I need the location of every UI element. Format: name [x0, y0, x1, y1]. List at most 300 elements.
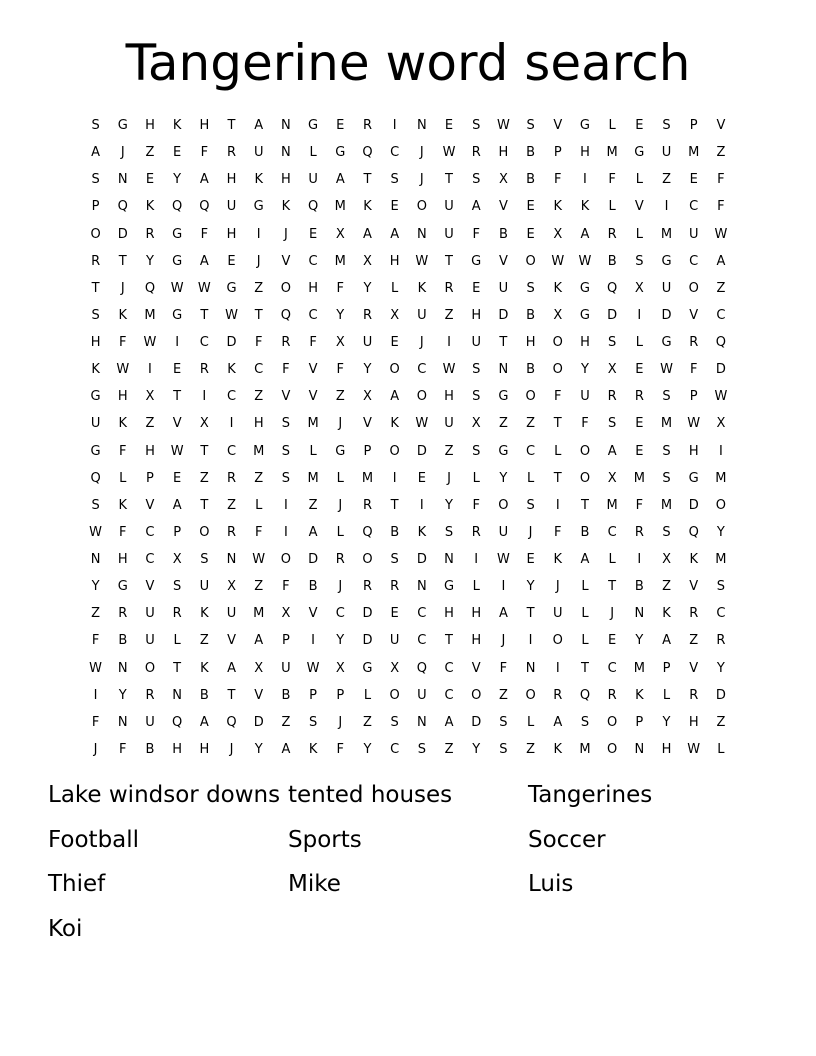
- grid-letter[interactable]: J: [447, 470, 451, 486]
- grid-letter[interactable]: V: [689, 579, 699, 595]
- grid-letter[interactable]: O: [525, 389, 536, 405]
- grid-letter[interactable]: W: [714, 226, 728, 242]
- grid-letter[interactable]: O: [607, 741, 618, 757]
- grid-letter[interactable]: C: [226, 389, 237, 405]
- grid-letter[interactable]: S: [499, 714, 508, 730]
- grid-letter[interactable]: O: [525, 253, 536, 269]
- grid-letter[interactable]: A: [580, 226, 590, 242]
- grid-letter[interactable]: C: [417, 633, 427, 649]
- grid-letter[interactable]: W: [578, 253, 592, 269]
- grid-letter[interactable]: V: [145, 579, 155, 595]
- grid-letter[interactable]: Q: [362, 524, 373, 540]
- grid-letter[interactable]: D: [498, 307, 509, 323]
- grid-letter[interactable]: S: [91, 172, 100, 188]
- grid-letter[interactable]: O: [389, 443, 400, 459]
- grid-letter[interactable]: U: [417, 307, 427, 323]
- grid-letter[interactable]: R: [227, 470, 237, 486]
- grid-letter[interactable]: A: [308, 524, 318, 540]
- grid-letter[interactable]: D: [308, 552, 319, 567]
- grid-letter[interactable]: Q: [416, 660, 427, 676]
- grid-letter[interactable]: M: [688, 145, 700, 161]
- grid-letter[interactable]: W: [225, 307, 238, 323]
- grid-letter[interactable]: R: [362, 579, 372, 595]
- grid-letter[interactable]: F: [119, 443, 127, 459]
- grid-letter[interactable]: N: [634, 606, 645, 622]
- grid-letter[interactable]: G: [443, 579, 455, 595]
- grid-letter[interactable]: E: [173, 145, 182, 161]
- grid-letter[interactable]: F: [254, 524, 263, 540]
- grid-letter[interactable]: X: [227, 579, 236, 595]
- grid-letter[interactable]: A: [172, 497, 182, 513]
- grid-letter[interactable]: I: [555, 660, 560, 676]
- grid-letter[interactable]: X: [199, 416, 209, 432]
- grid-letter[interactable]: Z: [689, 633, 699, 649]
- grid-letter[interactable]: H: [253, 416, 264, 432]
- grid-letter[interactable]: R: [689, 687, 699, 703]
- grid-letter[interactable]: W: [714, 389, 728, 405]
- grid-letter[interactable]: V: [281, 253, 291, 269]
- grid-letter[interactable]: I: [555, 497, 560, 513]
- grid-letter[interactable]: Z: [526, 416, 536, 432]
- grid-letter[interactable]: L: [309, 443, 317, 459]
- grid-letter[interactable]: F: [608, 172, 616, 188]
- grid-letter[interactable]: K: [553, 199, 563, 215]
- grid-letter[interactable]: R: [118, 606, 128, 622]
- grid-letter[interactable]: R: [716, 633, 726, 649]
- grid-letter[interactable]: L: [391, 280, 399, 296]
- grid-letter[interactable]: I: [256, 226, 261, 242]
- grid-letter[interactable]: T: [553, 416, 562, 432]
- grid-letter[interactable]: V: [308, 606, 318, 622]
- grid-letter[interactable]: K: [281, 199, 291, 215]
- grid-letter[interactable]: M: [361, 470, 374, 486]
- grid-letter[interactable]: W: [442, 145, 456, 161]
- grid-letter[interactable]: V: [498, 253, 508, 269]
- grid-letter[interactable]: G: [579, 280, 590, 296]
- grid-letter[interactable]: F: [581, 416, 589, 432]
- grid-letter[interactable]: A: [390, 226, 400, 242]
- grid-letter[interactable]: P: [309, 687, 318, 703]
- grid-letter[interactable]: B: [526, 172, 536, 188]
- grid-letter[interactable]: P: [91, 199, 100, 215]
- grid-letter[interactable]: S: [472, 389, 481, 405]
- grid-letter[interactable]: T: [227, 687, 236, 703]
- grid-letter[interactable]: I: [311, 633, 316, 649]
- grid-letter[interactable]: K: [200, 660, 209, 676]
- grid-letter[interactable]: X: [363, 253, 372, 269]
- grid-letter[interactable]: A: [254, 633, 264, 649]
- grid-letter[interactable]: T: [173, 660, 182, 676]
- grid-letter[interactable]: Z: [444, 443, 454, 459]
- grid-letter[interactable]: C: [145, 524, 155, 540]
- grid-letter[interactable]: L: [608, 118, 616, 133]
- grid-letter[interactable]: E: [417, 470, 426, 486]
- grid-letter[interactable]: S: [526, 497, 535, 513]
- grid-letter[interactable]: D: [661, 307, 672, 323]
- grid-letter[interactable]: B: [607, 253, 617, 269]
- grid-letter[interactable]: R: [390, 579, 400, 595]
- grid-letter[interactable]: V: [716, 118, 726, 133]
- grid-letter[interactable]: R: [91, 253, 101, 269]
- grid-letter[interactable]: B: [526, 362, 536, 378]
- grid-letter[interactable]: H: [444, 606, 454, 622]
- grid-letter[interactable]: I: [175, 335, 180, 350]
- grid-letter[interactable]: R: [471, 524, 481, 540]
- grid-letter[interactable]: S: [281, 443, 291, 459]
- grid-letter[interactable]: A: [471, 199, 481, 215]
- grid-letter[interactable]: F: [119, 524, 127, 540]
- grid-letter[interactable]: Z: [199, 470, 209, 486]
- grid-letter[interactable]: G: [172, 253, 183, 269]
- grid-letter[interactable]: F: [200, 226, 209, 242]
- grid-letter[interactable]: W: [143, 335, 157, 350]
- grid-letter[interactable]: C: [526, 443, 536, 459]
- grid-letter[interactable]: U: [145, 633, 155, 649]
- grid-letter[interactable]: X: [335, 226, 345, 242]
- grid-letter[interactable]: J: [338, 416, 343, 432]
- grid-letter[interactable]: U: [444, 416, 454, 432]
- grid-letter[interactable]: M: [633, 470, 645, 486]
- grid-letter[interactable]: Y: [254, 741, 263, 757]
- grid-letter[interactable]: U: [281, 660, 291, 676]
- grid-letter[interactable]: V: [308, 362, 318, 378]
- grid-letter[interactable]: V: [689, 307, 699, 323]
- grid-letter[interactable]: H: [471, 307, 482, 323]
- grid-letter[interactable]: V: [308, 389, 318, 405]
- grid-letter[interactable]: R: [172, 606, 182, 622]
- grid-letter[interactable]: K: [390, 416, 399, 432]
- grid-letter[interactable]: T: [200, 497, 209, 513]
- grid-letter[interactable]: P: [689, 389, 698, 405]
- grid-letter[interactable]: O: [498, 497, 509, 513]
- grid-letter[interactable]: O: [552, 633, 563, 649]
- grid-letter[interactable]: K: [553, 280, 563, 296]
- grid-letter[interactable]: M: [334, 253, 346, 269]
- grid-letter[interactable]: T: [91, 280, 100, 296]
- grid-letter[interactable]: V: [363, 416, 372, 432]
- grid-letter[interactable]: O: [552, 335, 563, 350]
- grid-letter[interactable]: I: [283, 524, 288, 540]
- grid-letter[interactable]: X: [607, 362, 617, 378]
- grid-letter[interactable]: D: [117, 226, 128, 242]
- grid-letter[interactable]: A: [553, 714, 563, 730]
- grid-letter[interactable]: G: [661, 335, 672, 350]
- grid-letter[interactable]: H: [281, 172, 291, 188]
- grid-letter[interactable]: Q: [362, 145, 373, 161]
- grid-letter[interactable]: A: [363, 226, 372, 242]
- grid-letter[interactable]: I: [637, 552, 642, 567]
- grid-letter[interactable]: C: [308, 307, 318, 323]
- grid-letter[interactable]: V: [471, 660, 481, 676]
- grid-letter[interactable]: G: [579, 307, 590, 323]
- grid-letter[interactable]: H: [471, 633, 482, 649]
- grid-letter[interactable]: I: [283, 497, 288, 513]
- grid-letter[interactable]: K: [118, 416, 128, 432]
- grid-letter[interactable]: E: [308, 226, 318, 242]
- grid-letter[interactable]: Q: [144, 280, 156, 296]
- grid-letter[interactable]: J: [419, 335, 424, 350]
- grid-letter[interactable]: X: [662, 552, 671, 567]
- grid-letter[interactable]: L: [472, 579, 480, 595]
- grid-letter[interactable]: S: [662, 118, 671, 133]
- grid-letter[interactable]: A: [227, 660, 236, 676]
- grid-letter[interactable]: N: [117, 172, 128, 188]
- grid-letter[interactable]: K: [254, 172, 263, 188]
- grid-letter[interactable]: I: [637, 307, 642, 323]
- grid-letter[interactable]: F: [717, 172, 725, 188]
- grid-letter[interactable]: I: [718, 443, 723, 459]
- grid-letter[interactable]: I: [528, 633, 533, 649]
- grid-letter[interactable]: T: [553, 470, 562, 486]
- grid-letter[interactable]: W: [415, 253, 429, 269]
- grid-letter[interactable]: C: [444, 687, 454, 703]
- grid-letter[interactable]: E: [635, 416, 644, 432]
- grid-letter[interactable]: E: [472, 280, 481, 296]
- grid-letter[interactable]: M: [253, 443, 265, 459]
- grid-letter[interactable]: C: [390, 145, 400, 161]
- grid-letter[interactable]: O: [471, 687, 482, 703]
- grid-letter[interactable]: N: [117, 660, 128, 676]
- grid-letter[interactable]: R: [362, 497, 372, 513]
- grid-letter[interactable]: W: [660, 362, 673, 378]
- grid-letter[interactable]: D: [362, 633, 373, 649]
- grid-letter[interactable]: N: [117, 714, 128, 730]
- grid-letter[interactable]: E: [635, 118, 644, 133]
- grid-letter[interactable]: Z: [498, 687, 508, 703]
- grid-letter[interactable]: Y: [716, 660, 725, 676]
- grid-letter[interactable]: G: [117, 118, 128, 133]
- grid-letter[interactable]: K: [145, 199, 155, 215]
- grid-letter[interactable]: J: [555, 579, 560, 595]
- grid-letter[interactable]: S: [308, 714, 318, 730]
- grid-letter[interactable]: Q: [607, 280, 618, 296]
- grid-letter[interactable]: E: [444, 118, 454, 133]
- grid-letter[interactable]: S: [173, 579, 182, 595]
- grid-letter[interactable]: D: [416, 552, 427, 567]
- grid-letter[interactable]: D: [253, 714, 264, 730]
- grid-letter[interactable]: C: [145, 552, 155, 567]
- grid-letter[interactable]: J: [338, 579, 343, 595]
- grid-letter[interactable]: Y: [662, 714, 671, 730]
- grid-letter[interactable]: Z: [526, 741, 536, 757]
- grid-letter[interactable]: L: [336, 524, 344, 540]
- grid-letter[interactable]: Y: [118, 687, 127, 703]
- grid-letter[interactable]: K: [553, 741, 563, 757]
- grid-letter[interactable]: H: [226, 226, 237, 242]
- grid-letter[interactable]: O: [280, 280, 292, 296]
- grid-letter[interactable]: J: [256, 253, 261, 269]
- grid-letter[interactable]: E: [227, 253, 236, 269]
- grid-letter[interactable]: X: [390, 307, 400, 323]
- grid-letter[interactable]: Z: [716, 145, 726, 161]
- grid-letter[interactable]: S: [662, 389, 671, 405]
- grid-letter[interactable]: J: [610, 606, 615, 622]
- grid-letter[interactable]: S: [580, 714, 590, 730]
- grid-letter[interactable]: U: [553, 606, 563, 622]
- grid-letter[interactable]: Z: [716, 714, 726, 730]
- grid-letter[interactable]: Y: [363, 741, 372, 757]
- grid-letter[interactable]: G: [498, 389, 509, 405]
- grid-letter[interactable]: B: [308, 579, 318, 595]
- grid-letter[interactable]: X: [716, 416, 726, 432]
- grid-letter[interactable]: G: [117, 579, 128, 595]
- grid-letter[interactable]: L: [363, 687, 372, 703]
- grid-letter[interactable]: C: [308, 253, 318, 269]
- grid-letter[interactable]: B: [526, 145, 536, 161]
- grid-letter[interactable]: D: [471, 714, 482, 730]
- grid-letter[interactable]: X: [254, 660, 264, 676]
- grid-letter[interactable]: E: [689, 172, 698, 188]
- grid-letter[interactable]: S: [444, 524, 454, 540]
- grid-letter[interactable]: J: [338, 497, 343, 513]
- grid-letter[interactable]: D: [416, 443, 427, 459]
- grid-letter[interactable]: U: [145, 714, 155, 730]
- grid-letter[interactable]: N: [226, 552, 237, 567]
- grid-letter[interactable]: U: [253, 145, 264, 161]
- grid-letter[interactable]: F: [282, 579, 290, 595]
- grid-letter[interactable]: F: [336, 362, 345, 378]
- grid-letter[interactable]: M: [606, 145, 618, 161]
- grid-letter[interactable]: A: [607, 443, 617, 459]
- grid-letter[interactable]: Z: [363, 714, 372, 730]
- grid-letter[interactable]: Z: [254, 579, 264, 595]
- grid-letter[interactable]: H: [145, 443, 155, 459]
- grid-letter[interactable]: X: [335, 335, 345, 350]
- grid-letter[interactable]: G: [579, 118, 590, 133]
- grid-letter[interactable]: I: [664, 199, 669, 215]
- grid-letter[interactable]: O: [715, 497, 727, 513]
- grid-letter[interactable]: O: [416, 389, 427, 405]
- grid-letter[interactable]: X: [390, 660, 400, 676]
- grid-letter[interactable]: W: [306, 660, 320, 676]
- grid-letter[interactable]: X: [607, 470, 617, 486]
- grid-letter[interactable]: C: [335, 606, 345, 622]
- grid-letter[interactable]: N: [416, 714, 427, 730]
- grid-letter[interactable]: B: [145, 741, 155, 757]
- grid-letter[interactable]: X: [553, 307, 563, 323]
- grid-letter[interactable]: U: [389, 633, 400, 649]
- grid-letter[interactable]: P: [336, 687, 345, 703]
- grid-letter[interactable]: T: [254, 307, 263, 323]
- grid-letter[interactable]: K: [172, 118, 182, 133]
- grid-letter[interactable]: V: [281, 389, 291, 405]
- grid-letter[interactable]: M: [715, 552, 727, 567]
- grid-letter[interactable]: E: [635, 362, 644, 378]
- grid-letter[interactable]: S: [472, 443, 481, 459]
- grid-letter[interactable]: Y: [499, 470, 508, 486]
- grid-letter[interactable]: A: [390, 389, 400, 405]
- grid-letter[interactable]: M: [144, 307, 156, 323]
- grid-letter[interactable]: U: [362, 335, 373, 350]
- grid-letter[interactable]: W: [442, 362, 456, 378]
- grid-letter[interactable]: N: [498, 362, 509, 378]
- grid-letter[interactable]: C: [390, 741, 400, 757]
- grid-letter[interactable]: T: [118, 253, 127, 269]
- grid-letter[interactable]: I: [148, 362, 152, 378]
- grid-letter[interactable]: R: [607, 389, 617, 405]
- grid-letter[interactable]: T: [173, 389, 182, 405]
- grid-letter[interactable]: Z: [254, 470, 264, 486]
- grid-letter[interactable]: E: [390, 335, 399, 350]
- grid-letter[interactable]: F: [254, 335, 263, 350]
- grid-letter[interactable]: L: [119, 470, 127, 486]
- grid-letter[interactable]: L: [581, 633, 589, 649]
- grid-letter[interactable]: Y: [173, 172, 182, 188]
- grid-letter[interactable]: E: [390, 199, 399, 215]
- grid-letter[interactable]: Q: [90, 470, 101, 486]
- grid-letter[interactable]: R: [444, 280, 454, 296]
- grid-letter[interactable]: Z: [199, 633, 209, 649]
- grid-letter[interactable]: O: [389, 362, 400, 378]
- grid-letter[interactable]: H: [498, 145, 509, 161]
- grid-letter[interactable]: X: [172, 552, 182, 567]
- grid-letter[interactable]: Q: [579, 687, 591, 703]
- grid-letter[interactable]: C: [226, 443, 237, 459]
- grid-letter[interactable]: D: [226, 335, 237, 350]
- grid-letter[interactable]: K: [553, 552, 563, 567]
- grid-letter[interactable]: W: [197, 280, 211, 296]
- grid-letter[interactable]: S: [281, 470, 291, 486]
- grid-letter[interactable]: M: [579, 741, 591, 757]
- grid-letter[interactable]: E: [608, 633, 617, 649]
- grid-letter[interactable]: U: [444, 226, 454, 242]
- grid-letter[interactable]: F: [91, 714, 100, 730]
- grid-letter[interactable]: E: [635, 443, 644, 459]
- grid-letter[interactable]: P: [281, 633, 290, 649]
- grid-letter[interactable]: G: [498, 443, 509, 459]
- grid-letter[interactable]: H: [308, 280, 318, 296]
- grid-letter[interactable]: M: [660, 497, 673, 513]
- grid-letter[interactable]: E: [173, 362, 182, 378]
- grid-letter[interactable]: T: [390, 497, 399, 513]
- grid-letter[interactable]: L: [526, 470, 535, 486]
- grid-letter[interactable]: R: [471, 145, 481, 161]
- grid-letter[interactable]: H: [688, 443, 699, 459]
- grid-letter[interactable]: U: [661, 280, 672, 296]
- grid-letter[interactable]: J: [419, 172, 424, 188]
- grid-letter[interactable]: Y: [336, 633, 345, 649]
- grid-letter[interactable]: N: [634, 741, 645, 757]
- grid-letter[interactable]: T: [200, 443, 209, 459]
- grid-letter[interactable]: K: [689, 552, 698, 567]
- grid-letter[interactable]: W: [687, 416, 701, 432]
- grid-letter[interactable]: I: [447, 335, 451, 350]
- grid-letter[interactable]: K: [635, 687, 644, 703]
- grid-letter[interactable]: D: [362, 606, 373, 622]
- grid-letter[interactable]: O: [552, 362, 563, 378]
- grid-letter[interactable]: M: [253, 606, 265, 622]
- grid-letter[interactable]: L: [526, 714, 535, 730]
- grid-letter[interactable]: T: [445, 253, 453, 269]
- grid-letter[interactable]: X: [553, 226, 563, 242]
- grid-letter[interactable]: L: [581, 579, 589, 595]
- grid-letter[interactable]: B: [498, 226, 508, 242]
- grid-letter[interactable]: A: [91, 145, 101, 161]
- grid-letter[interactable]: A: [335, 172, 345, 188]
- grid-letter[interactable]: K: [417, 280, 427, 296]
- grid-letter[interactable]: Y: [145, 253, 154, 269]
- grid-letter[interactable]: R: [145, 687, 155, 703]
- grid-letter[interactable]: V: [634, 199, 644, 215]
- grid-letter[interactable]: H: [145, 118, 155, 133]
- grid-letter[interactable]: N: [90, 552, 101, 567]
- grid-letter[interactable]: E: [390, 606, 399, 622]
- grid-letter[interactable]: H: [580, 145, 590, 161]
- grid-letter[interactable]: R: [227, 145, 237, 161]
- grid-letter[interactable]: R: [335, 552, 345, 567]
- grid-letter[interactable]: U: [308, 172, 318, 188]
- grid-letter[interactable]: U: [444, 199, 454, 215]
